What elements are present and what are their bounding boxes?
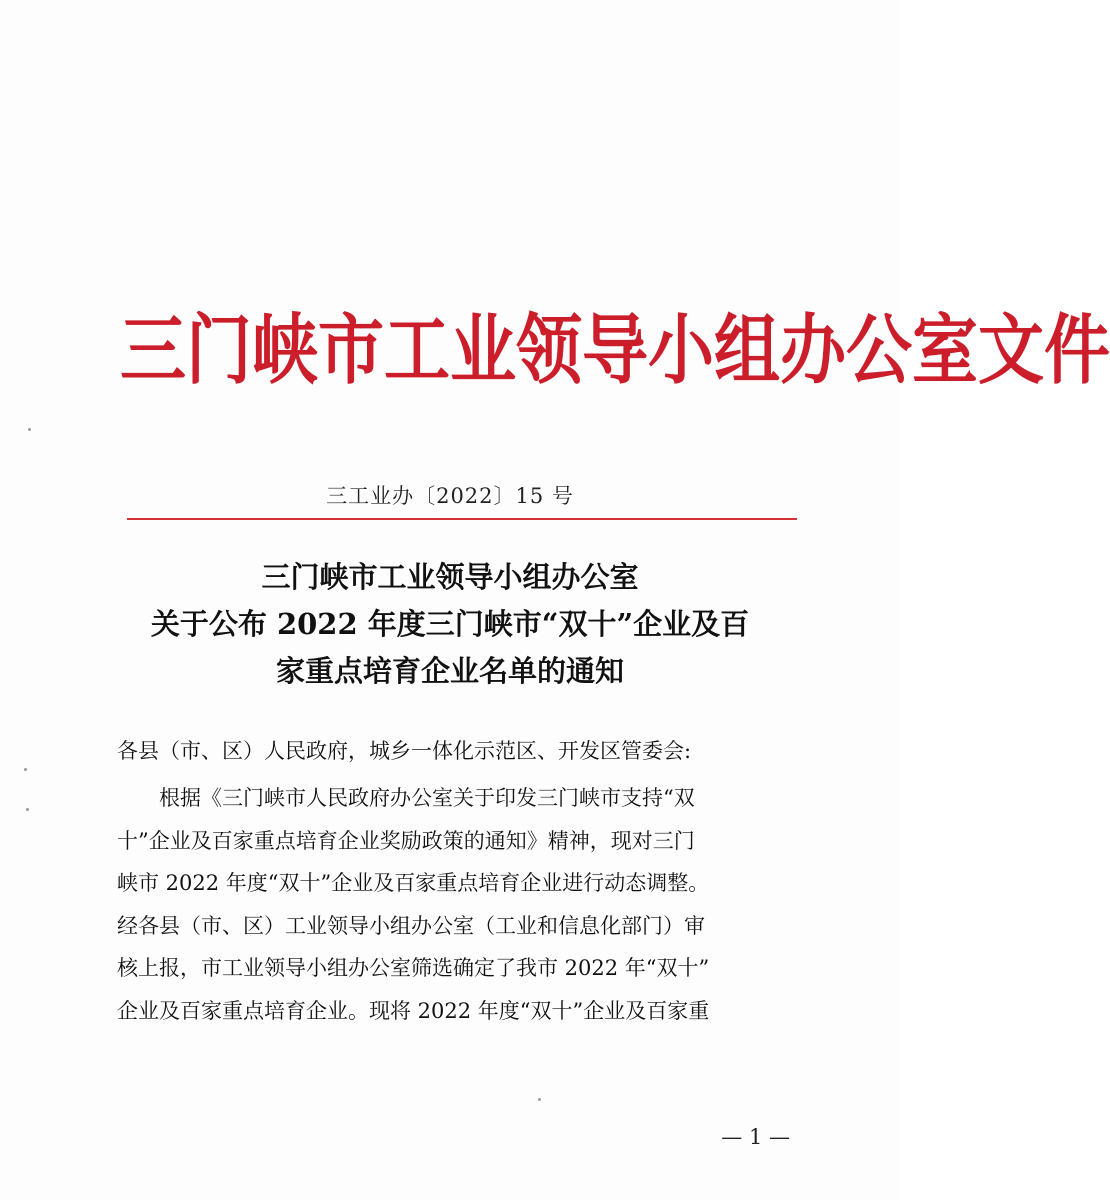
body-line: 核上报，市工业领导小组办公室筛选确定了我市 2022 年“双十”	[117, 956, 710, 980]
masthead-char: 峡	[252, 305, 318, 395]
document-number: 三工业办〔2022〕15 号	[326, 484, 574, 508]
masthead-char: 公	[846, 305, 912, 395]
title-line: 三门峡市工业领导小组办公室	[261, 560, 639, 594]
title-line: 家重点培育企业名单的通知	[275, 654, 624, 688]
body-line: 根据《三门峡市人民政府办公室关于印发三门峡市支持“双	[159, 786, 695, 810]
masthead-char: 领	[516, 305, 582, 395]
scan-speck	[24, 768, 27, 771]
body-line: 经各县（市、区）工业领导小组办公室（工业和信息化部门）审	[117, 913, 705, 938]
document-title	[100, 554, 800, 695]
addressee-line: 各县（市、区）人民政府，城乡一体化示范区、开发区管委会:	[117, 739, 692, 763]
masthead-char: 门	[186, 305, 252, 395]
body-paragraph	[117, 777, 797, 1032]
title-line: 关于公布 2022 年度三门峡市“双十”企业及百	[150, 607, 750, 641]
masthead-char: 导	[582, 305, 648, 395]
masthead-char: 文	[978, 305, 1044, 395]
masthead-char: 业	[450, 305, 516, 395]
masthead-char: 室	[912, 305, 978, 395]
scan-speck	[28, 428, 31, 431]
page-number: — 1 —	[721, 1125, 790, 1149]
masthead-char: 三	[120, 305, 186, 395]
masthead-char: 市	[318, 305, 384, 395]
masthead-char: 工	[384, 305, 450, 395]
masthead-char: 组	[714, 305, 780, 395]
scan-speck	[26, 808, 29, 811]
scan-speck	[538, 1098, 541, 1101]
masthead-title	[120, 293, 1110, 408]
body-line: 企业及百家重点培育企业。现将 2022 年度“双十”企业及百家重	[117, 998, 710, 1023]
body-line: 峡市 2022 年度“双十”企业及百家重点培育企业进行动态调整。	[117, 871, 710, 895]
masthead-char: 办	[780, 305, 846, 395]
masthead-char: 小	[648, 305, 714, 395]
body-line: 十”企业及百家重点培育企业奖励政策的通知》精神，现对三门	[117, 828, 695, 853]
red-divider-rule	[127, 518, 797, 520]
masthead-char: 件	[1044, 305, 1110, 395]
